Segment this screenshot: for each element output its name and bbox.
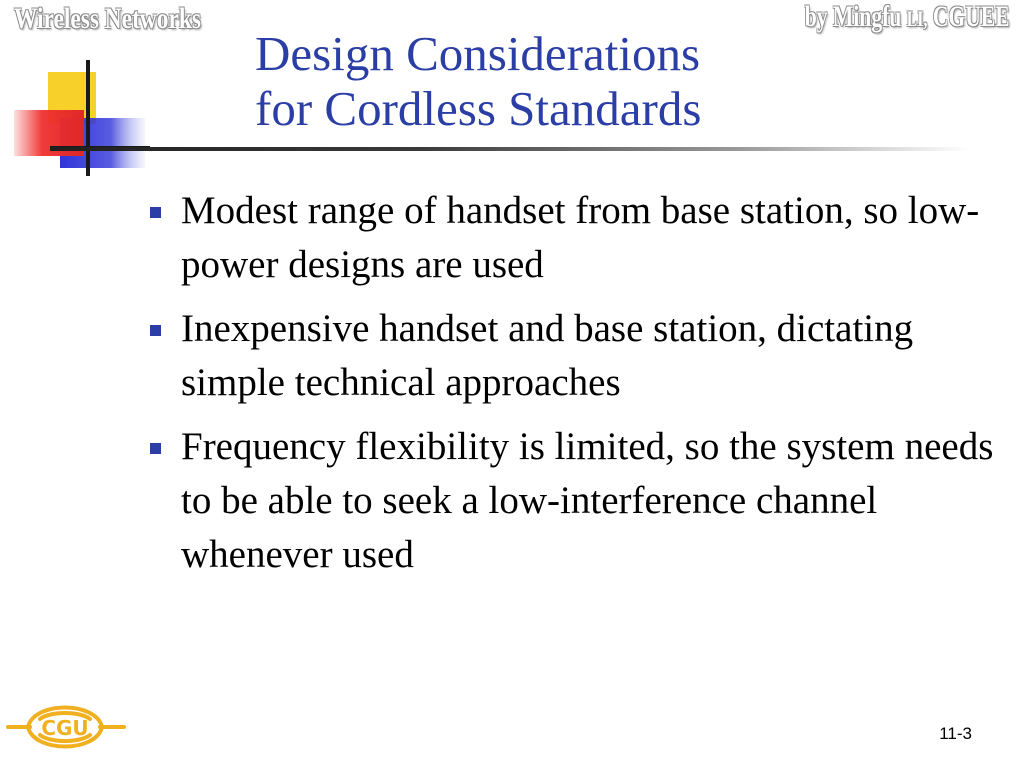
bullet-text: Frequency flexibility is limited, so the system needs to be able to seek a low-interference channel whenever used xyxy=(181,425,994,576)
bullet-text: Modest range of handset from base station, so low-power designs are used xyxy=(181,189,980,286)
corner-decoration-graphic xyxy=(0,0,160,190)
decor-vertical-line xyxy=(86,60,90,176)
bullet-list xyxy=(146,184,996,592)
bullet-item xyxy=(146,302,996,410)
header-author-name: LI, xyxy=(907,6,928,31)
title-underline-rule xyxy=(50,147,970,151)
bullet-item xyxy=(146,184,996,292)
bullet-square-icon xyxy=(150,207,161,218)
header-course-title: Wireless Networks xyxy=(14,2,201,35)
header-author-org: CGUEE xyxy=(933,0,1010,33)
university-logo-icon xyxy=(0,683,130,768)
bullet-text: Inexpensive handset and base station, dictating simple technical approaches xyxy=(181,307,914,404)
bullet-item xyxy=(146,420,996,582)
header-author-by: by Mingfu xyxy=(805,0,902,33)
page-number: 11-3 xyxy=(939,724,972,743)
bullet-square-icon xyxy=(150,443,161,454)
slide-title-line-2: for Cordless Standards xyxy=(255,81,702,136)
bullet-square-icon xyxy=(150,325,161,336)
slide-title-line-1: Design Considerations xyxy=(255,26,701,81)
slide-title xyxy=(255,26,855,136)
logo-text: CGU xyxy=(41,716,89,740)
